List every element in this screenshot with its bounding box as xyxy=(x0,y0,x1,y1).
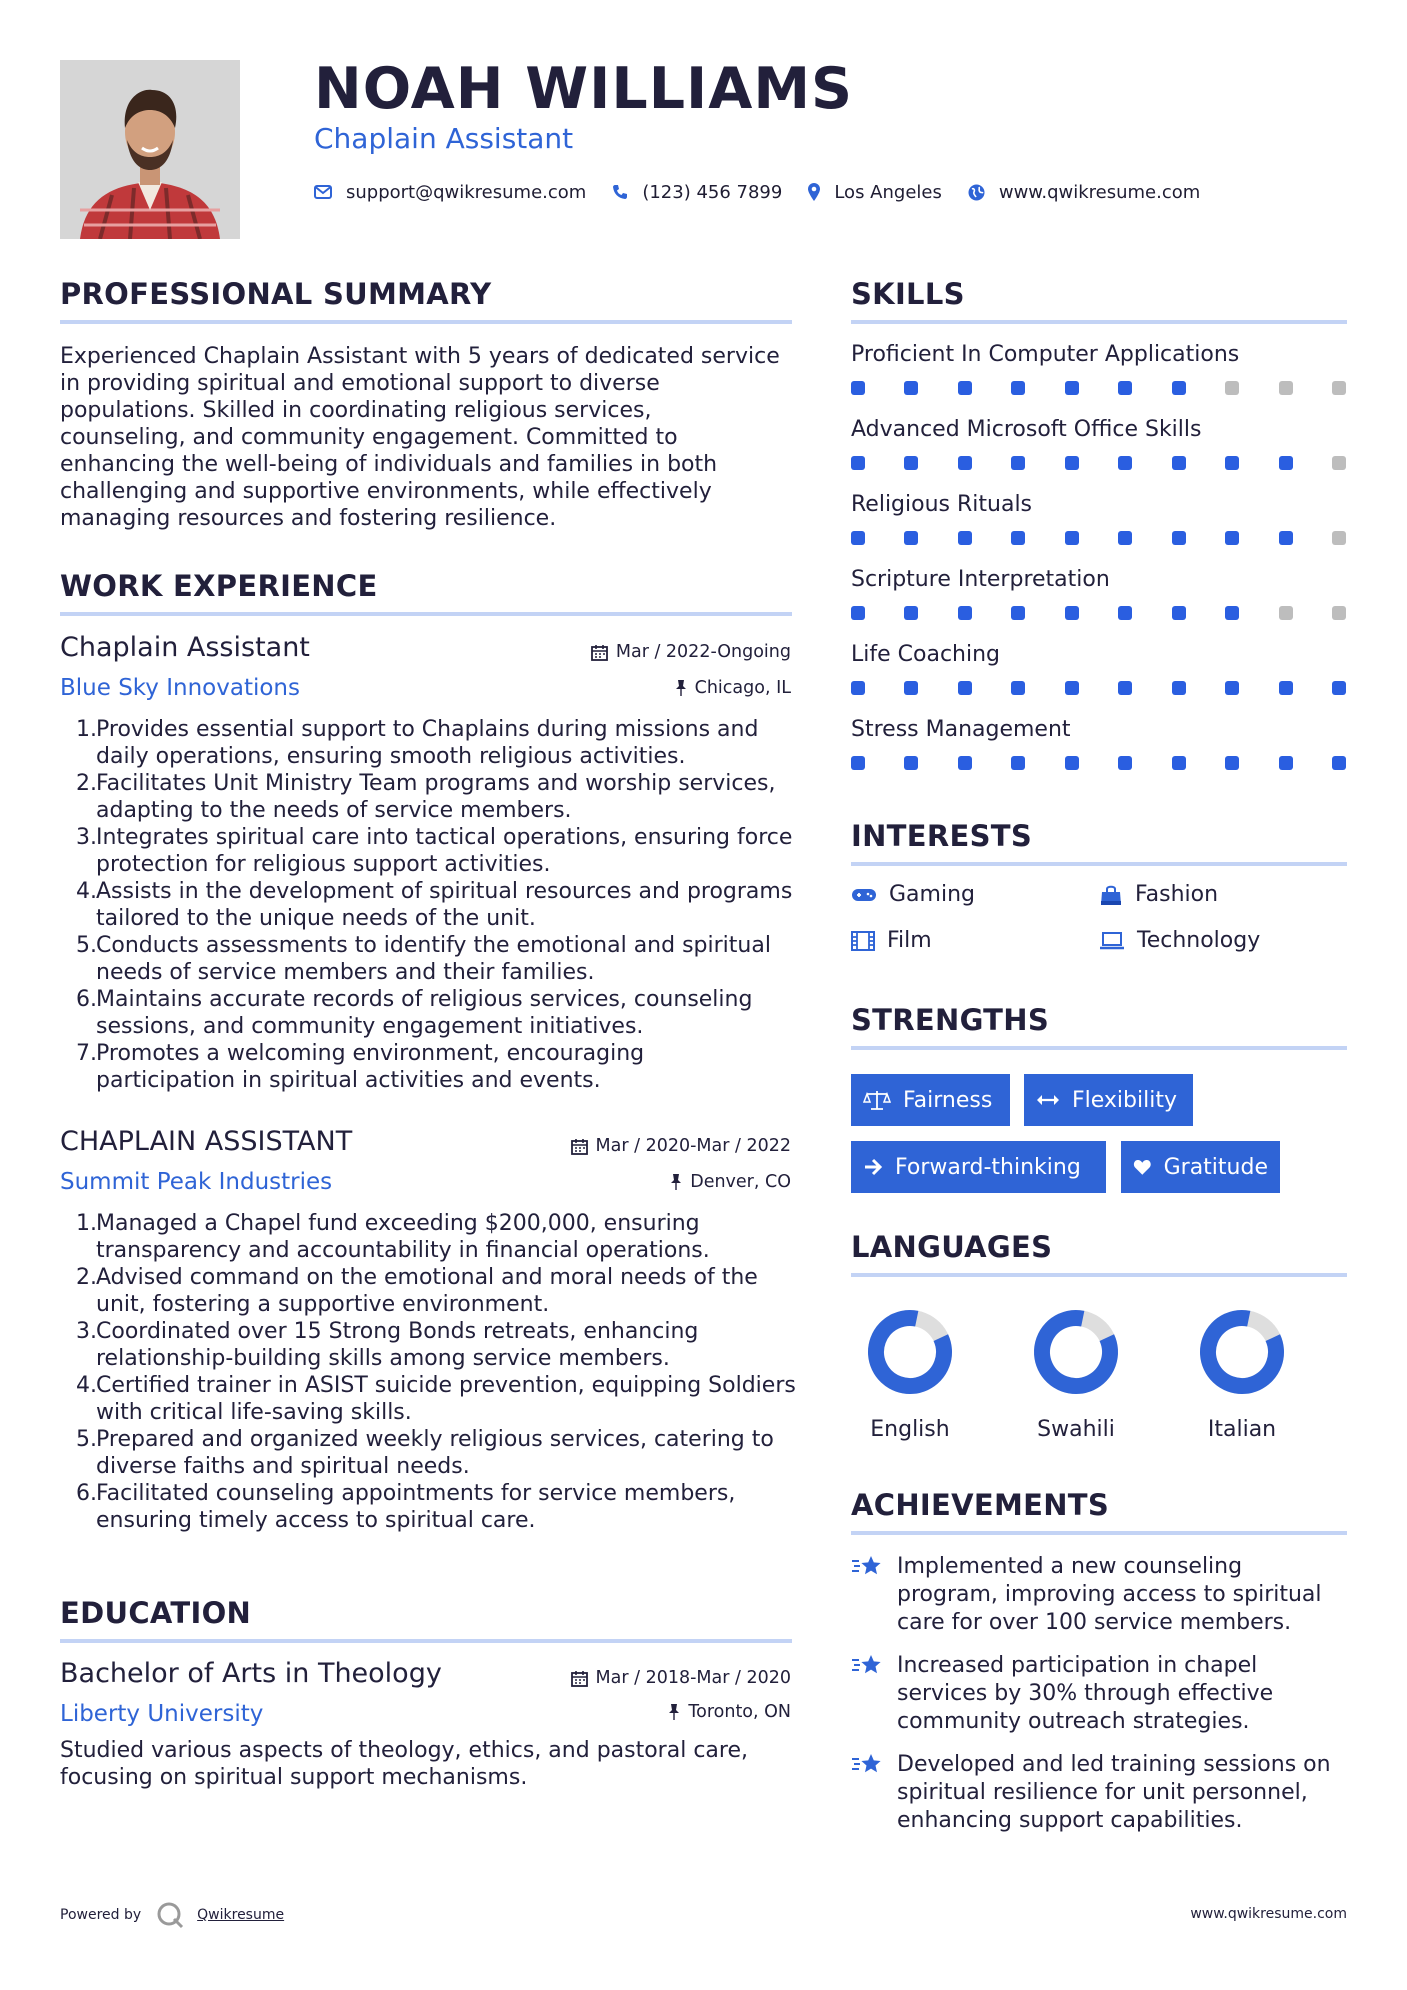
list-item: Conducts assessments to identify the emotional and spiritual needs of service members and their families. xyxy=(96,933,771,985)
skill-dot-filled xyxy=(1225,606,1239,620)
pushpin-icon xyxy=(670,1173,682,1191)
list-item: Promotes a welcoming environment, encouraging participation in spiritual activities and events. xyxy=(96,1041,645,1093)
skill-dot-filled xyxy=(1172,756,1186,770)
skill-dot-filled xyxy=(958,456,972,470)
job-duties xyxy=(78,1210,818,1534)
list-item: Assists in the development of spiritual resources and programs tailored to the unique needs of the unit. xyxy=(96,879,793,931)
skill-dot-filled xyxy=(1225,456,1239,470)
skill-dot-empty xyxy=(1332,531,1346,545)
skill-dot-filled xyxy=(1172,456,1186,470)
candidate-name: NOAH WILLIAMS xyxy=(314,56,854,122)
skill-dot-filled xyxy=(1011,756,1025,770)
education-description: Studied various aspects of theology, ethics, and pastoral care, focusing on spiritual support mechanisms. xyxy=(60,1738,748,1790)
education-location: Toronto, ON xyxy=(668,1702,791,1722)
education-rule xyxy=(60,1639,792,1643)
achievements-rule xyxy=(851,1531,1347,1535)
summary-line: enhancing the well-being of individuals and families in both xyxy=(60,452,718,477)
list-item: Provides essential support to Chaplains during missions and daily operations, ensuring smooth religious activities. xyxy=(96,717,759,769)
summary-text xyxy=(60,343,800,532)
skill-dot-filled xyxy=(1118,756,1132,770)
shopping-bag-icon xyxy=(1099,884,1123,906)
skill-dot-empty xyxy=(1279,606,1293,620)
list-item: Coordinated over 15 Strong Bonds retreats, enhancing relationship-building skills among service members. xyxy=(96,1319,699,1371)
skill-name: Religious Rituals xyxy=(851,492,1033,517)
list-item: Advised command on the emotional and moral needs of the unit, fostering a supportive environment. xyxy=(96,1265,758,1317)
skill-dot-filled xyxy=(851,756,865,770)
list-item: Facilitates Unit Ministry Team programs and worship services, adapting to the needs of service members. xyxy=(96,771,776,823)
skill-name: Proficient In Computer Applications xyxy=(851,342,1240,367)
achievement-item: Developed and led training sessions on spiritual resilience for unit personnel, enhancing support capabilities. xyxy=(851,1751,1347,1835)
job-role: CHAPLAIN ASSISTANT xyxy=(60,1126,353,1157)
skill-rating xyxy=(851,381,1346,395)
skill-dot-filled xyxy=(1011,606,1025,620)
interests-heading: INTERESTS xyxy=(851,819,1033,853)
job-location: Chicago, IL xyxy=(675,678,791,698)
language-item xyxy=(1187,1305,1297,1442)
interest-film: Film xyxy=(851,928,932,953)
skill-name: Stress Management xyxy=(851,717,1071,742)
strength-badge: Flexibility xyxy=(1024,1074,1193,1126)
skill-dot-empty xyxy=(1279,381,1293,395)
calendar-icon xyxy=(571,1670,588,1687)
skill-dot-filled xyxy=(1065,756,1079,770)
skill-dot-filled xyxy=(851,456,865,470)
candidate-title: Chaplain Assistant xyxy=(314,122,574,155)
skill-dot-filled xyxy=(904,681,918,695)
skill-dot-filled xyxy=(1279,681,1293,695)
language-item xyxy=(1021,1305,1131,1442)
skill-dot-filled xyxy=(1011,531,1025,545)
skill-dot-filled xyxy=(1011,381,1025,395)
job-duties xyxy=(78,716,818,1094)
skill-dot-filled xyxy=(1172,381,1186,395)
skill-dot-filled xyxy=(1118,381,1132,395)
skill-name: Life Coaching xyxy=(851,642,1001,667)
arrow-right-icon xyxy=(863,1158,883,1176)
skill-dot-filled xyxy=(904,756,918,770)
skill-dot-empty xyxy=(1225,381,1239,395)
skill-name: Advanced Microsoft Office Skills xyxy=(851,417,1202,442)
achievements-heading: ACHIEVEMENTS xyxy=(851,1488,1110,1522)
pushpin-icon xyxy=(668,1703,680,1721)
list-item: Prepared and organized weekly religious services, catering to diverse faiths and spiritual needs. xyxy=(96,1427,774,1479)
skill-dot-filled xyxy=(958,531,972,545)
footer-brand-link[interactable]: Qwikresume xyxy=(197,1907,285,1923)
skill-row xyxy=(851,417,1346,492)
summary-line: challenging and supportive environments, while effectively xyxy=(60,479,712,504)
calendar-icon xyxy=(591,644,608,661)
ring-fill xyxy=(1031,1307,1121,1397)
globe-icon xyxy=(968,184,985,201)
contact-email[interactable]: support@qwikresume.com xyxy=(346,181,587,203)
strength-badge: Forward-thinking xyxy=(851,1141,1106,1193)
skill-rating xyxy=(851,606,1346,620)
skill-dot-empty xyxy=(1332,606,1346,620)
footer-powered-by: Powered by Qwikresume xyxy=(60,1900,284,1930)
skill-dot-filled xyxy=(1279,531,1293,545)
skill-dot-empty xyxy=(1332,456,1346,470)
job-role: Chaplain Assistant xyxy=(60,632,310,663)
phone-icon xyxy=(612,184,628,200)
summary-line: counseling, and community engagement. Committed to xyxy=(60,425,678,450)
contact-location: Los Angeles xyxy=(834,181,942,203)
skill-dot-filled xyxy=(1065,381,1079,395)
summary-line: Experienced Chaplain Assistant with 5 years of dedicated service xyxy=(60,344,780,369)
skill-rating xyxy=(851,681,1346,695)
profile-photo xyxy=(60,60,240,239)
shooting-star-icon xyxy=(851,1751,883,1779)
skill-dot-filled xyxy=(1225,681,1239,695)
language-name: English xyxy=(870,1417,950,1442)
heart-icon xyxy=(1133,1156,1152,1178)
language-item xyxy=(855,1305,965,1442)
list-item: Certified trainer in ASIST suicide prevention, equipping Soldiers with critical life-saving skills. xyxy=(96,1373,796,1425)
summary-heading: PROFESSIONAL SUMMARY xyxy=(60,277,492,311)
skills-heading: SKILLS xyxy=(851,277,965,311)
laptop-icon xyxy=(1099,932,1125,950)
skill-row xyxy=(851,567,1346,642)
film-icon xyxy=(851,931,875,951)
interests-rule xyxy=(851,862,1347,866)
interest-technology: Technology xyxy=(1099,928,1260,953)
job-company: Blue Sky Innovations xyxy=(60,675,300,701)
job-dates: Mar / 2020-Mar / 2022 xyxy=(571,1136,791,1156)
job-company: Summit Peak Industries xyxy=(60,1169,333,1195)
skill-dot-empty xyxy=(1332,381,1346,395)
language-proficiency-ring xyxy=(863,1305,957,1399)
list-item: Managed a Chapel fund exceeding $200,000, ensuring transparency and accountability in financial operations. xyxy=(96,1211,710,1263)
arrows-horizontal-icon xyxy=(1036,1093,1060,1107)
skill-rating xyxy=(851,531,1346,545)
skill-dot-filled xyxy=(1065,531,1079,545)
contact-website[interactable]: www.qwikresume.com xyxy=(998,181,1201,203)
skill-dot-filled xyxy=(904,606,918,620)
ring-fill xyxy=(865,1307,955,1397)
calendar-icon xyxy=(571,1138,588,1155)
list-item: Integrates spiritual care into tactical operations, ensuring force protection for religious support activities. xyxy=(96,825,793,877)
skill-dot-filled xyxy=(904,456,918,470)
school: Liberty University xyxy=(60,1701,264,1727)
languages-heading: LANGUAGES xyxy=(851,1230,1053,1264)
skill-dot-filled xyxy=(1118,681,1132,695)
skill-row xyxy=(851,717,1346,792)
ring-fill xyxy=(1197,1307,1287,1397)
list-item: Facilitated counseling appointments for service members, ensuring timely access to spiritual care. xyxy=(96,1481,736,1533)
gamepad-icon xyxy=(851,887,877,903)
list-item: Maintains accurate records of religious services, counseling sessions, and community engagement initiatives. xyxy=(96,987,753,1039)
map-pin-icon xyxy=(808,183,820,201)
skill-dot-filled xyxy=(958,381,972,395)
skill-dot-filled xyxy=(1332,681,1346,695)
job-dates: Mar / 2022-Ongoing xyxy=(591,642,791,662)
skill-name: Scripture Interpretation xyxy=(851,567,1110,592)
skill-dot-filled xyxy=(1279,456,1293,470)
strength-badge: Fairness xyxy=(851,1074,1010,1126)
skill-dot-filled xyxy=(958,681,972,695)
summary-rule xyxy=(60,320,792,324)
skills-rule xyxy=(851,320,1347,324)
skill-dot-filled xyxy=(1279,756,1293,770)
language-name: Swahili xyxy=(1037,1417,1115,1442)
skill-dot-filled xyxy=(1065,456,1079,470)
skill-dot-filled xyxy=(1172,606,1186,620)
pushpin-icon xyxy=(675,679,687,697)
contact-phone[interactable]: (123) 456 7899 xyxy=(642,181,783,203)
achievement-item: Increased participation in chapel services by 30% through effective community outreach strategies. xyxy=(851,1652,1347,1736)
skill-dot-filled xyxy=(851,681,865,695)
work-rule xyxy=(60,612,792,616)
skill-dot-filled xyxy=(958,756,972,770)
skill-rating xyxy=(851,756,1346,770)
skill-dot-filled xyxy=(851,606,865,620)
skill-dot-filled xyxy=(1172,531,1186,545)
summary-line: in providing spiritual and emotional support to diverse xyxy=(60,371,660,396)
degree: Bachelor of Arts in Theology xyxy=(60,1658,442,1689)
shooting-star-icon xyxy=(851,1553,883,1581)
skill-rating xyxy=(851,456,1346,470)
languages-rule xyxy=(851,1273,1347,1277)
job-location: Denver, CO xyxy=(670,1172,791,1192)
summary-line: populations. Skilled in coordinating religious services, xyxy=(60,398,652,423)
skill-dot-filled xyxy=(1065,681,1079,695)
language-name: Italian xyxy=(1207,1417,1277,1442)
footer-website[interactable]: www.qwikresume.com xyxy=(1190,1906,1347,1922)
skill-dot-filled xyxy=(1225,531,1239,545)
strength-badge: Gratitude xyxy=(1121,1141,1280,1193)
contact-bar xyxy=(314,179,1226,205)
skill-row xyxy=(851,342,1346,417)
interest-gaming: Gaming xyxy=(851,882,975,907)
skill-dot-filled xyxy=(904,531,918,545)
skill-dot-filled xyxy=(1065,606,1079,620)
language-proficiency-ring xyxy=(1029,1305,1123,1399)
education-dates: Mar / 2018-Mar / 2020 xyxy=(571,1668,791,1688)
skill-dot-filled xyxy=(1118,456,1132,470)
qwikresume-logo-icon xyxy=(155,1900,185,1930)
shooting-star-icon xyxy=(851,1652,883,1680)
envelope-icon xyxy=(314,185,332,199)
education-heading: EDUCATION xyxy=(60,1596,252,1630)
strengths-rule xyxy=(851,1046,1347,1050)
work-heading: WORK EXPERIENCE xyxy=(60,569,378,603)
skill-dot-filled xyxy=(904,381,918,395)
achievement-item: Implemented a new counseling program, improving access to spiritual care for over 100 service members. xyxy=(851,1553,1347,1637)
skill-dot-filled xyxy=(1225,756,1239,770)
skill-dot-filled xyxy=(1011,681,1025,695)
skill-dot-filled xyxy=(851,531,865,545)
skill-dot-filled xyxy=(1118,531,1132,545)
skill-dot-filled xyxy=(851,381,865,395)
skill-row xyxy=(851,492,1346,567)
language-proficiency-ring xyxy=(1195,1305,1289,1399)
skill-dot-filled xyxy=(958,606,972,620)
strengths-heading: STRENGTHS xyxy=(851,1003,1050,1037)
skill-dot-filled xyxy=(1172,681,1186,695)
skill-dot-filled xyxy=(1332,756,1346,770)
summary-line: managing resources and fostering resilience. xyxy=(60,506,557,531)
skill-dot-filled xyxy=(1118,606,1132,620)
skill-dot-filled xyxy=(1011,456,1025,470)
balance-scale-icon xyxy=(863,1089,891,1111)
interest-fashion: Fashion xyxy=(1099,882,1218,907)
skill-row xyxy=(851,642,1346,717)
skills-list xyxy=(851,342,1346,792)
